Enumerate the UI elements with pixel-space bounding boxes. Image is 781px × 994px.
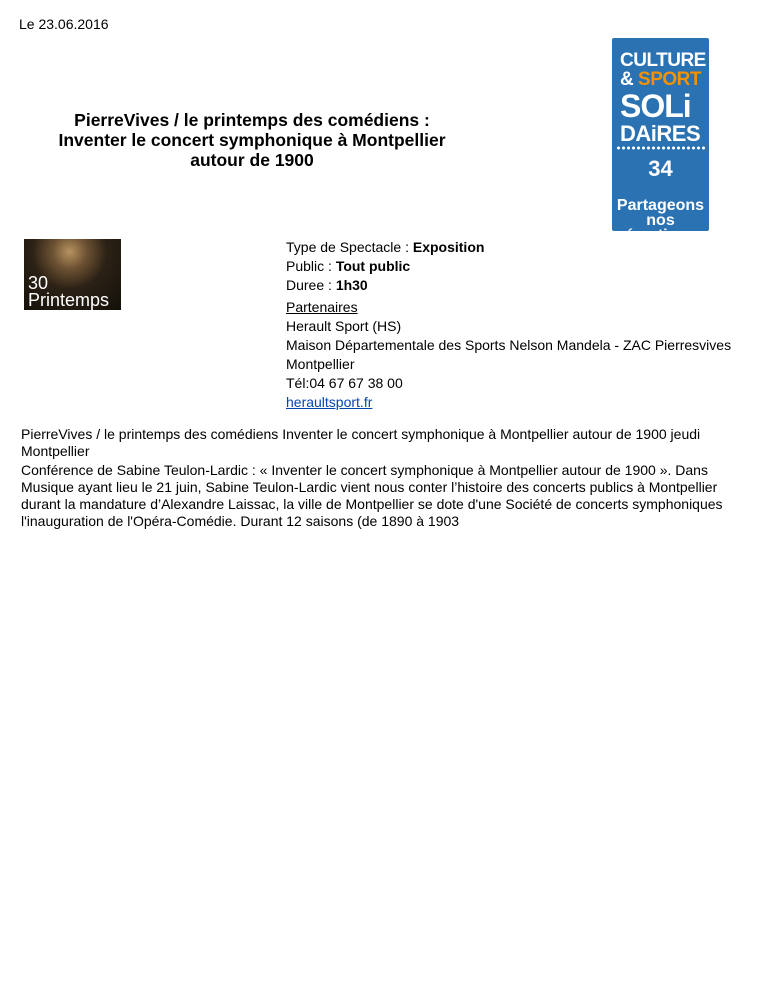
partner-website-link[interactable]: heraultsport.fr [286,394,373,410]
article-body [21,426,781,530]
logo-dotted-divider [616,146,705,150]
thumbnail-text: Printemps [28,290,110,310]
partenaires-heading: Partenaires [286,299,358,315]
info-label: Type de Spectacle : [286,239,413,255]
body-line: Conférence de Sabine Teulon-Lardic : « Inventer le concert symphonique à Montpellier autour de 1900 ». Dans [21,462,708,478]
logo-text: SOLi [620,88,691,124]
thumbnail-text: 30 [28,273,49,293]
info-label: Public : [286,258,336,274]
partner-name: Herault Sport (HS) [286,318,402,334]
info-label: Duree : [286,277,336,293]
info-value: 1h30 [335,277,368,293]
logo-text: CULTURE [620,50,706,71]
body-line: l'inauguration de l'Opéra-Comédie. Durant 12 saisons (de 1890 à 1903 [21,513,460,529]
info-public-row [286,257,731,276]
logo-tagline: nos émotions [624,212,697,244]
logo-sport: SPORT [638,69,701,90]
info-type-row [286,238,731,257]
info-duree-row [286,276,731,295]
logo-number: 34 [648,156,673,181]
body-line: Musique ayant lieu le 21 juin, Sabine Teulon-Lardic vient nous conter l’histoire des concerts publics à Montpellier [21,479,718,495]
body-line: Montpellier [21,443,90,459]
event-info [286,238,731,412]
logo-tagline: Partageons [616,197,705,214]
partner-phone: Tél:04 67 67 38 00 [286,375,403,391]
culture-sport-solidaires-logo [612,38,709,244]
partner-address: Maison Départementale des Sports Nelson Mandela - ZAC Pierresvives [286,337,732,353]
partner-city: Montpellier [286,356,355,372]
body-line: durant la mandature d’Alexandre Laissac, la ville de Montpellier se dote d'une Société de concerts symphoniques [21,496,723,512]
page-title [20,110,484,170]
logo-text: DAiRES [620,121,701,146]
logo-ampersand: & [620,69,634,90]
title-line: autour de 1900 [190,150,314,170]
info-value: Exposition [412,239,485,255]
document-date: Le 23.06.2016 [19,16,109,32]
title-line: Inventer le concert symphonique à Montpellier [58,130,446,150]
info-value: Tout public [335,258,411,274]
title-line: PierreVives / le printemps des comédiens : [74,110,430,130]
printemps-thumbnail-image [24,239,121,310]
body-line: PierreVives / le printemps des comédiens Inventer le concert symphonique à Montpellier autour de 1900 jeudi [21,426,701,442]
